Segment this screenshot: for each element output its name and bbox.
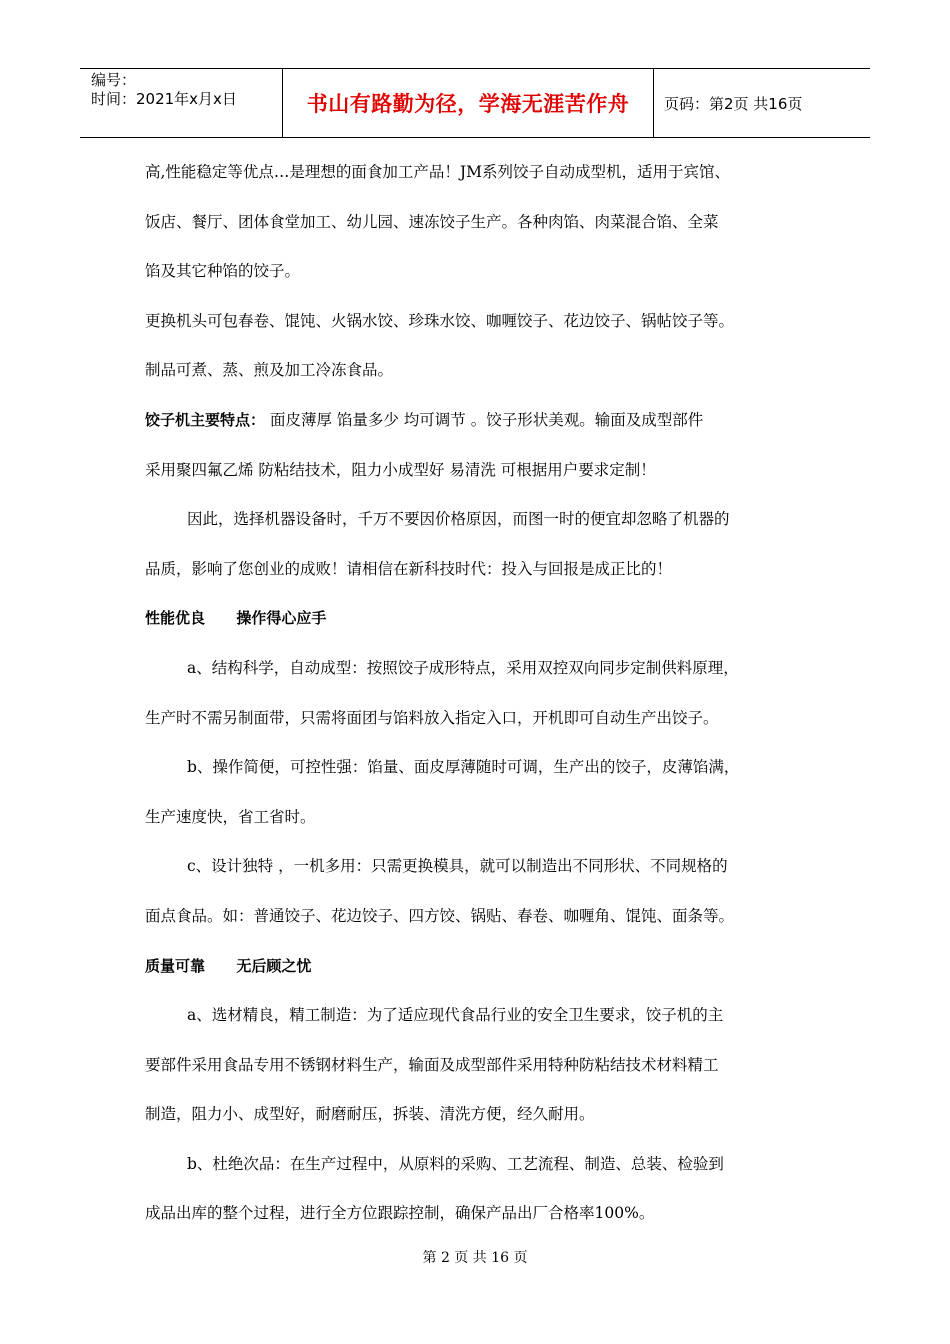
features-label: 饺子机主要特点： xyxy=(145,410,266,429)
body-line: 饭店、餐厅、团体食堂加工、幼儿园、速冻饺子生产。各种肉馅、肉菜混合馅、全菜 xyxy=(145,212,719,231)
section-heading-performance: 性能优良 操作得心应手 xyxy=(145,609,327,628)
body-line: 更换机头可包春卷、馄饨、火锅水饺、珍珠水饺、咖喱饺子、花边饺子、锅帖饺子等。 xyxy=(145,311,735,330)
paragraph-line: 要部件采用食品专用不锈钢材料生产，输面及成型部件采用特种防粘结技术材料精工 xyxy=(145,1055,719,1074)
paragraph-line: b、操作简便，可控性强：馅量、面皮厚薄随时可调，生产出的饺子，皮薄馅满， xyxy=(187,758,740,777)
paragraph-line: a、结构科学，自动成型：按照饺子成形特点，采用双控双向同步定制供料原理， xyxy=(187,658,739,677)
features-line xyxy=(145,396,805,446)
number-label: 编号： xyxy=(91,71,137,89)
features-line-2: 采用聚四氟乙烯 防粘结技术，阻力小成型好 易清洗 可根据用户要求定制！ xyxy=(145,460,656,479)
page-header xyxy=(80,68,870,138)
header-page-info: 页码：第2页 共16页 xyxy=(664,94,803,113)
paragraph-line: 生产时不需另制面带，只需将面团与馅料放入指定入口，开机即可自动生产出饺子。 xyxy=(145,708,719,727)
body-line: 高,性能稳定等优点…是理想的面食加工产品！JM系列饺子自动成型机，适用于宾馆、 xyxy=(145,163,731,181)
date-label: 时间：2021年x月x日 xyxy=(91,90,237,108)
section-heading-quality: 质量可靠 无后顾之忧 xyxy=(145,956,312,975)
paragraph-line: 品质，影响了您创业的成败！请相信在新科技时代：投入与回报是成正比的！ xyxy=(145,559,673,578)
page-footer: 第 2 页 共 16 页 xyxy=(422,1250,528,1266)
paragraph-line: 制造，阻力小、成型好，耐磨耐压，拆装、清洗方便，经久耐用。 xyxy=(145,1105,595,1124)
header-meta xyxy=(80,69,283,137)
paragraph-line: 因此，选择机器设备时，千万不要因价格原因，而图一时的便宜却忽略了机器的 xyxy=(187,510,730,529)
features-text: 面皮薄厚 馅量多少 均可调节 。饺子形状美观。输面及成型部件 xyxy=(265,410,704,429)
header-motto: 书山有路勤为径，学海无涯苦作舟 xyxy=(283,69,654,137)
paragraph-line: 生产速度快，省工省时。 xyxy=(145,807,316,826)
paragraph-line: 面点食品。如：普通饺子、花边饺子、四方饺、锅贴、春卷、咖喱角、馄饨、面条等。 xyxy=(145,906,735,925)
document-body xyxy=(145,148,805,1239)
body-line: 馅及其它种馅的饺子。 xyxy=(145,262,301,281)
paragraph-line: b、杜绝次品：在生产过程中，从原料的采购、工艺流程、制造、总装、检验到 xyxy=(187,1154,724,1173)
paragraph-line: 成品出库的整个过程，进行全方位跟踪控制，确保产品出厂合格率100%。 xyxy=(145,1204,655,1223)
paragraph-line: a、选材精良，精工制造：为了适应现代食品行业的安全卫生要求，饺子机的主 xyxy=(187,1006,724,1025)
paragraph-line: c、设计独特 ，一机多用：只需更换模具，就可以制造出不同形状、不同规格的 xyxy=(187,857,728,876)
body-line: 制品可煮、蒸、煎及加工冷冻食品。 xyxy=(145,361,394,380)
